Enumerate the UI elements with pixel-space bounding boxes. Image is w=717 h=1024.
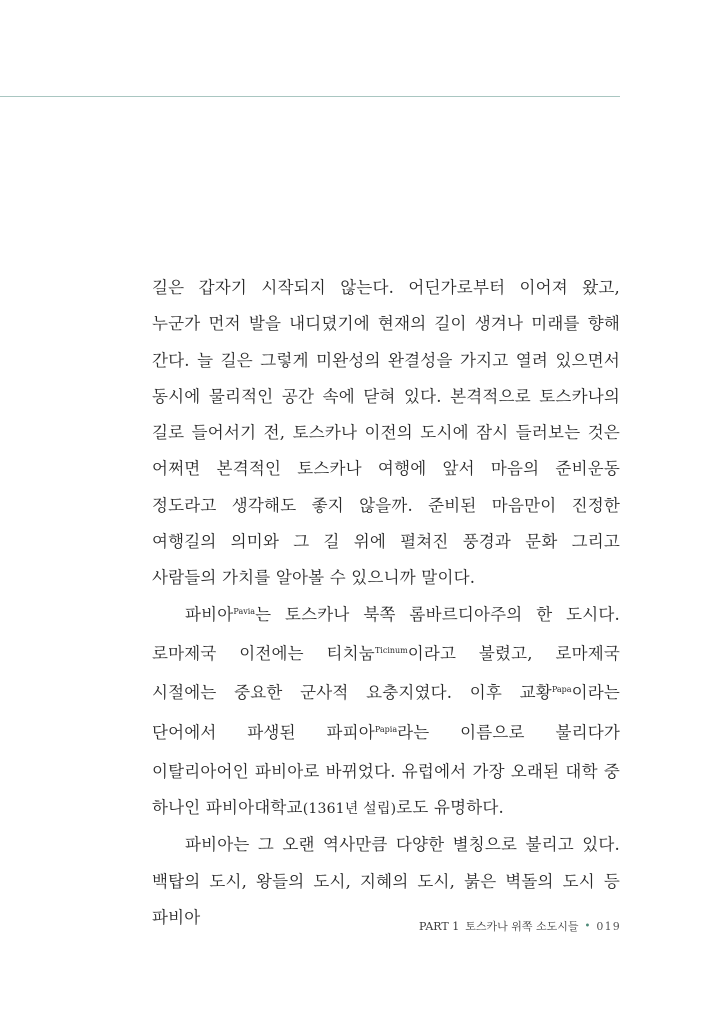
- text-pavia-ko: 파비아: [185, 604, 234, 624]
- footer-part-label: PART 1: [418, 919, 460, 933]
- text-segment-6: 로도 유명하다.: [396, 798, 505, 818]
- founding-year: (1361년 설립): [302, 801, 397, 818]
- annotation-pavia: Pavia: [233, 606, 256, 616]
- paragraph-intro: 길은 갑자기 시작되지 않는다. 어딘가로부터 이어져 왔고, 누군가 먼저 발을 내디뎠기에 현재의 길이 생겨나 미래를 향해 간다. 늘 길은 그렇게 미완성의 완결성을 가지고 열려 있으면서 동시에 물리적인 공간 속에 닫혀 있다. 본격적으로 토스카나의 길로 들어서기 전, 토스카나 이전의 도시에 잠시 들러보는 것은 어쩌면 본격적인 토스카나 여행에 앞서 마음의 준비운동 정도라고 생각해도 좋지 않을까. 준비된 마음만이 진정한 여행길의 의미와 그 길 위에 펼쳐진 풍경과 문화 그리고 사람들의 가치를 알아볼 수 있으니까 말이다.: [152, 278, 620, 588]
- page-footer: [419, 918, 621, 934]
- text-segment-5: 라는 이름으로 불리다가 이탈리아어인 파비아로 바뀌었다. 유럽에서 가장 오래된 대학 중 하나인 파비아대학교: [152, 722, 620, 818]
- annotation-papia: Papia: [374, 724, 398, 734]
- header-rule: [0, 96, 620, 97]
- annotation-ticinum: Ticinum: [374, 645, 408, 655]
- page-number: 019: [596, 919, 621, 933]
- paragraph-pavia-history: [152, 597, 620, 828]
- annotation-papa: Papa: [551, 685, 572, 695]
- text-segment-4: 이라는 단어에서 파생된 파피아: [152, 683, 620, 742]
- footer-chapter-title: 토스카나 위쪽 소도시들: [465, 920, 579, 933]
- text-segment-2: 는 토스카나 북쪽 롬바르디아주의 한 도시다. 로마제국 이전에는 티치눔: [152, 604, 620, 663]
- text-segment-3: 이라고 불렸고, 로마제국 시절에는 중요한 군사적 요충지였다. 이후 교황: [152, 643, 620, 703]
- body-text: [152, 270, 620, 936]
- paragraph-nicknames: 파비아는 그 오랜 역사만큼 다양한 별칭으로 불리고 있다. 백탑의 도시, 왕들의 도시, 지혜의 도시, 붉은 벽돌의 도시 등 파비아: [152, 835, 620, 928]
- footer-bullet-icon: •: [584, 920, 591, 932]
